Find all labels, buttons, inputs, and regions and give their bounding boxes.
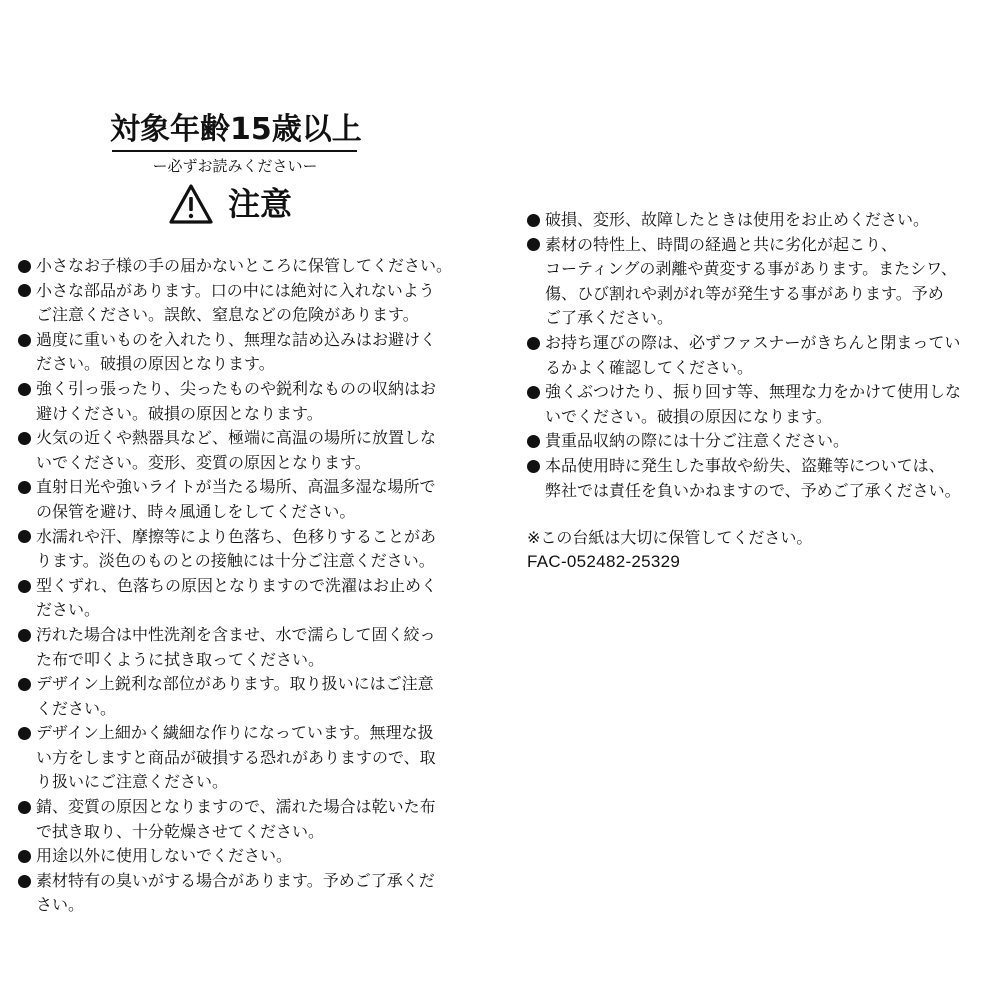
precaution-item bbox=[18, 328, 480, 377]
precaution-item bbox=[527, 233, 987, 331]
precaution-text: 小さなお子様の手の届かないところに保管してください。 bbox=[36, 256, 453, 275]
precaution-item bbox=[527, 454, 987, 503]
precaution-item bbox=[18, 869, 480, 918]
precaution-item bbox=[18, 623, 480, 672]
bullet-icon bbox=[18, 254, 36, 279]
precaution-item bbox=[527, 208, 987, 233]
age-rating-title: 対象年齢15歳以上 bbox=[110, 112, 362, 147]
bullet-icon bbox=[18, 426, 36, 451]
product-code: FAC-052482-25329 bbox=[527, 552, 681, 571]
warning-label: 注意 bbox=[228, 185, 293, 223]
precaution-text: 貴重品収納の際には十分ご注意ください。 bbox=[545, 431, 850, 451]
precaution-text: 本品使用時に発生した事故や紛失、盗難等については、 弊社では責任を負いかねますので、予めご了承ください。 bbox=[545, 455, 961, 500]
precautions-left-column bbox=[18, 254, 480, 918]
precaution-text: 小さな部品があります。口の中には絶対に入れないよう ご注意ください。誤飲、窒息などの危険があります。 bbox=[36, 280, 435, 325]
bullet-icon bbox=[527, 454, 545, 479]
bullet-icon bbox=[18, 672, 36, 697]
title-underline bbox=[112, 150, 357, 152]
bullet-icon bbox=[18, 475, 36, 500]
bullet-icon bbox=[18, 574, 36, 599]
precaution-item bbox=[527, 380, 987, 429]
precaution-text: 錆、変質の原因となりますので、濡れた場合は乾いた布 で拭き取り、十分乾燥させてください。 bbox=[36, 797, 436, 841]
bullet-icon bbox=[527, 331, 545, 356]
bullet-icon bbox=[18, 328, 36, 353]
bullet-icon bbox=[18, 377, 36, 402]
precaution-text: 破損、変形、故障したときは使用をお止めください。 bbox=[545, 210, 930, 229]
precaution-item bbox=[18, 844, 480, 869]
precaution-text: 強く引っ張ったり、尖ったものや鋭利なものの収納はお 避けください。破損の原因となります。 bbox=[36, 378, 437, 423]
precaution-text: 型くずれ、色落ちの原因となりますので洗濯はお止めく ださい。 bbox=[36, 575, 437, 620]
warning-triangle-icon bbox=[168, 183, 214, 225]
precaution-text: 強くぶつけたり、振り回す等、無理な力をかけて使用しな いでください。破損の原因になります。 bbox=[545, 382, 962, 426]
precaution-item bbox=[18, 426, 480, 475]
precaution-text: 素材の特性上、時間の経過と共に劣化が起こり、 コーティングの剥離や黄変する事があります。またシワ、 傷、ひび割れや剥がれ等が発生する事があります。予め ご了承ください。 bbox=[545, 234, 957, 328]
bullet-icon bbox=[18, 795, 36, 820]
precaution-text: 直射日光や強いライトが当たる場所、高温多湿な場所で の保管を避け、時々風通しをしてください。 bbox=[36, 477, 436, 521]
precaution-text: 火気の近くや熱器具など、極端に高温の場所に放置しな いでください。変形、変質の原因となります。 bbox=[36, 428, 437, 472]
precaution-text: デザイン上細かく繊細な作りになっています。無理な扱 い方をしますと商品が破損する恐れがありますので、取 り扱いにご注意ください。 bbox=[36, 723, 436, 792]
bullet-icon bbox=[527, 233, 545, 258]
precaution-item bbox=[527, 429, 987, 454]
must-read-subtitle: ー必ずお読みくださいー bbox=[152, 157, 318, 175]
bullet-icon bbox=[18, 623, 36, 648]
bullet-icon bbox=[527, 380, 545, 405]
bullet-icon bbox=[18, 844, 36, 869]
precautions-right-column bbox=[527, 208, 987, 503]
precaution-item bbox=[18, 795, 480, 844]
keep-card-note: ※この台紙は大切に保管してください。 bbox=[527, 528, 813, 547]
precaution-item bbox=[18, 377, 480, 426]
precaution-item bbox=[527, 331, 987, 380]
precaution-text: 水濡れや汗、摩擦等により色落ち、色移りすることがあ ります。淡色のものとの接触には十分ご注意ください。 bbox=[36, 526, 437, 571]
precaution-text: 用途以外に使用しないでください。 bbox=[36, 846, 293, 866]
precaution-item bbox=[18, 279, 480, 328]
bullet-icon bbox=[527, 208, 545, 233]
precaution-text: 過度に重いものを入れたり、無理な詰め込みはお避けく ださい。破損の原因となります。 bbox=[36, 329, 437, 374]
bullet-icon bbox=[527, 429, 545, 454]
warning-heading bbox=[168, 180, 292, 228]
precaution-text: デザイン上鋭利な部位があります。取り扱いにはご注意 ください。 bbox=[36, 674, 434, 718]
precaution-text: 素材特有の臭いがする場合があります。予めご了承くだ さい。 bbox=[36, 870, 435, 915]
precaution-item bbox=[18, 525, 480, 574]
precaution-item bbox=[18, 475, 480, 524]
precaution-item bbox=[18, 574, 480, 623]
bullet-icon bbox=[18, 279, 36, 304]
bullet-icon bbox=[18, 525, 36, 550]
precaution-item bbox=[18, 672, 480, 721]
precaution-text: 汚れた場合は中性洗剤を含ませ、水で濡らして固く絞っ た布で叩くように拭き取ってください。 bbox=[36, 624, 436, 669]
bullet-icon bbox=[18, 721, 36, 746]
precaution-text: お持ち運びの際は、必ずファスナーがきちんと閉まってい るかよく確認してください。 bbox=[545, 332, 961, 377]
bullet-icon bbox=[18, 869, 36, 894]
precaution-item bbox=[18, 254, 480, 279]
precaution-item bbox=[18, 721, 480, 795]
